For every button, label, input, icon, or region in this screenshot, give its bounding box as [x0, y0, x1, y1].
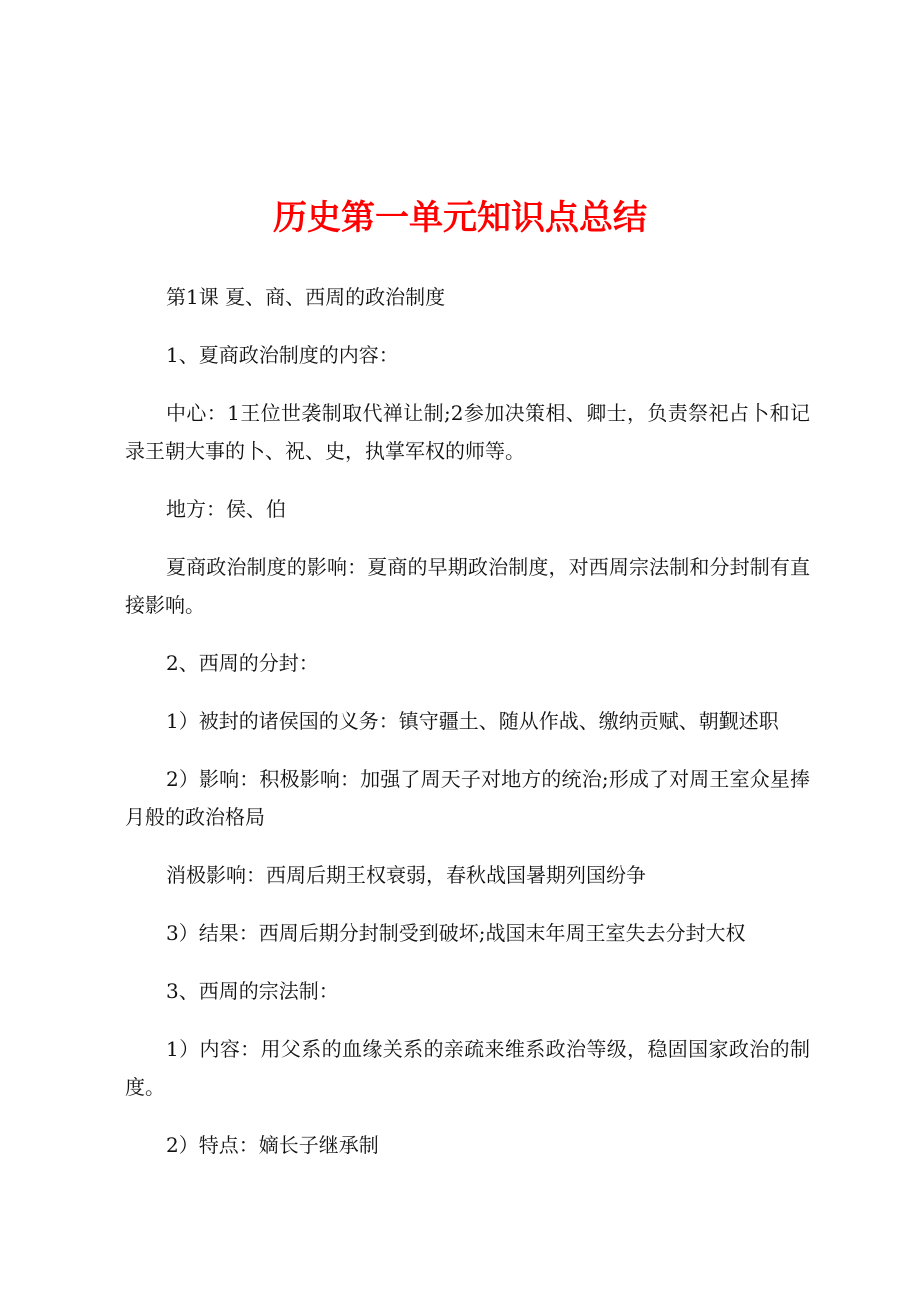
paragraph-central: 中心：1王位世袭制取代禅让制;2参加决策相、卿士，负责祭祀占卜和记录王朝大事的卜、祝、史，执掌军权的师等。 — [125, 401, 810, 463]
paragraph-positive-influence: 2）影响：积极影响：加强了周天子对地方的统治;形成了对周王室众星捧月般的政治格局 — [125, 767, 810, 829]
paragraph-negative-influence: 消极影响：西周后期王权衰弱，春秋战国暑期列国纷争 — [166, 863, 646, 887]
paragraph-obligations: 1）被封的诸侯国的义务：镇守疆土、随从作战、缴纳贡赋、朝觐述职 — [166, 709, 779, 733]
paragraph-local: 地方：侯、伯 — [166, 497, 286, 521]
lesson-heading: 第1课 夏、商、西周的政治制度 — [166, 285, 446, 309]
section-heading-2: 2、西周的分封： — [166, 651, 319, 675]
paragraph-content: 1）内容：用父系的血缘关系的亲疏来维系政治等级，稳固国家政治的制度。 — [125, 1037, 810, 1099]
document-title: 历史第一单元知识点总结 — [273, 198, 647, 238]
paragraph-feature: 2）特点：嫡长子继承制 — [166, 1133, 379, 1157]
document-body — [125, 278, 810, 1184]
section-heading-3: 3、西周的宗法制： — [166, 979, 339, 1003]
paragraph-result: 3）结果：西周后期分封制受到破坏;战国末年周王室失去分封大权 — [166, 921, 746, 945]
section-heading-1: 1、夏商政治制度的内容： — [166, 343, 399, 367]
paragraph-influence: 夏商政治制度的影响：夏商的早期政治制度，对西周宗法制和分封制有直接影响。 — [125, 555, 810, 617]
